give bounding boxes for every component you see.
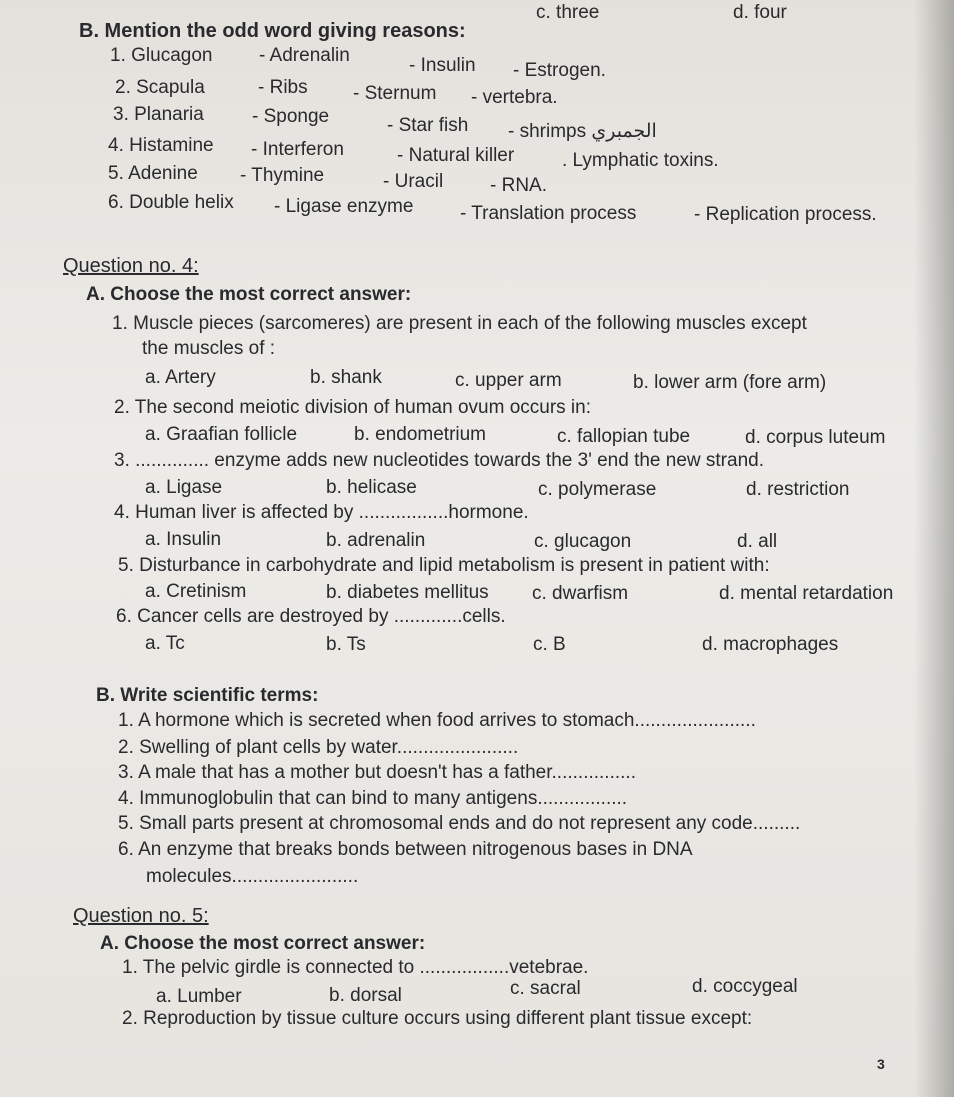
page-edge-shadow xyxy=(914,0,954,1097)
q4-mcq-1-option-a: a. Artery xyxy=(145,367,216,388)
odd-word-5-d: - RNA. xyxy=(490,175,547,196)
q5-section-a-heading: A. Choose the most correct answer: xyxy=(100,933,426,954)
odd-word-6-c: - Translation process xyxy=(460,203,637,224)
odd-word-5-c: - Uracil xyxy=(383,171,444,192)
odd-word-3-d: - shrimps الجمبري xyxy=(508,121,657,142)
q4-mcq-1-option-d: b. lower arm (fore arm) xyxy=(633,372,827,393)
odd-word-4-c: - Natural killer xyxy=(397,145,515,166)
q4-mcq-5-option-b: b. diabetes mellitus xyxy=(326,582,489,603)
q5-mcq-1-option-c: c. sacral xyxy=(510,978,581,999)
q5-mcq-1-stem: 1. The pelvic girdle is connected to .................vetebrae. xyxy=(122,957,589,978)
q4-mcq-6-option-b: b. Ts xyxy=(326,634,366,655)
q4-mcq-2-option-d: d. corpus luteum xyxy=(745,427,886,448)
q4-mcq-6-option-d: d. macrophages xyxy=(702,634,839,655)
q4-mcq-1-stem-line2: the muscles of : xyxy=(142,338,276,359)
odd-word-3-a: 3. Planaria xyxy=(113,104,204,125)
scientific-term-5: 5. Small parts present at chromosomal ends and do not represent any code......... xyxy=(118,813,801,834)
q4-mcq-1-option-b: b. shank xyxy=(310,367,382,388)
odd-word-2-d: - vertebra. xyxy=(471,87,558,108)
q4-mcq-4-option-d: d. all xyxy=(737,531,778,552)
q4-mcq-2-option-a: a. Graafian follicle xyxy=(145,424,298,445)
scientific-term-6-cont: molecules........................ xyxy=(146,866,359,887)
odd-word-1-b: - Adrenalin xyxy=(259,45,350,66)
top-option-c: c. three xyxy=(536,2,600,23)
odd-word-4-d: . Lymphatic toxins. xyxy=(562,150,719,171)
odd-word-1-d: - Estrogen. xyxy=(513,60,606,81)
q4-mcq-3-option-d: d. restriction xyxy=(746,479,850,500)
odd-word-2-c: - Sternum xyxy=(353,83,437,104)
odd-word-2-b: - Ribs xyxy=(258,77,308,98)
odd-word-1-c: - Insulin xyxy=(409,55,476,76)
odd-word-6-b: - Ligase enzyme xyxy=(274,196,414,217)
odd-word-5-b: - Thymine xyxy=(240,165,325,186)
q4-section-b-heading: B. Write scientific terms: xyxy=(96,685,319,706)
odd-word-heading: B. Mention the odd word giving reasons: xyxy=(79,20,466,42)
q5-mcq-1-option-a: a. Lumber xyxy=(156,986,242,1007)
scientific-term-3: 3. A male that has a mother but doesn't has a father................ xyxy=(118,762,636,783)
odd-word-6-d: - Replication process. xyxy=(694,204,877,225)
q4-mcq-2-option-b: b. endometrium xyxy=(354,424,487,445)
q4-mcq-6-stem: 6. Cancer cells are destroyed by .............cells. xyxy=(116,606,506,627)
q4-mcq-5-option-c: c. dwarfism xyxy=(532,583,629,604)
q4-mcq-6-option-c: c. B xyxy=(533,634,566,655)
page-number: 3 xyxy=(877,1056,885,1072)
q4-mcq-4-option-b: b. adrenalin xyxy=(326,530,426,551)
q4-mcq-2-stem: 2. The second meiotic division of human ovum occurs in: xyxy=(114,397,591,418)
odd-word-4-b: - Interferon xyxy=(251,139,344,160)
top-option-d: d. four xyxy=(733,2,787,23)
odd-word-4-a: 4. Histamine xyxy=(108,135,214,156)
q4-section-a-heading: A. Choose the most correct answer: xyxy=(86,284,412,305)
q4-mcq-5-stem: 5. Disturbance in carbohydrate and lipid metabolism is present in patient with: xyxy=(118,555,770,576)
odd-word-6-a: 6. Double helix xyxy=(108,192,234,213)
q4-mcq-1-stem-line1: 1. Muscle pieces (sarcomeres) are present in each of the following muscles except xyxy=(112,313,807,334)
odd-word-5-a: 5. Adenine xyxy=(108,163,198,184)
q4-mcq-5-option-d: d. mental retardation xyxy=(719,583,894,604)
q4-mcq-3-option-a: a. Ligase xyxy=(145,477,223,498)
q4-mcq-4-option-c: c. glucagon xyxy=(534,531,632,552)
q5-mcq-1-option-b: b. dorsal xyxy=(329,985,402,1006)
odd-word-1-a: 1. Glucagon xyxy=(110,45,213,66)
scientific-term-4: 4. Immunoglobulin that can bind to many antigens................. xyxy=(118,788,628,809)
q5-mcq-2-stem: 2. Reproduction by tissue culture occurs using different plant tissue except: xyxy=(122,1008,753,1029)
scientific-term-1: 1. A hormone which is secreted when food arrives to stomach....................... xyxy=(118,710,756,731)
scientific-term-6: 6. An enzyme that breaks bonds between nitrogenous bases in DNA xyxy=(118,839,693,860)
q4-mcq-4-option-a: a. Insulin xyxy=(145,529,222,550)
q4-title: Question no. 4: xyxy=(63,255,199,277)
odd-word-3-b: - Sponge xyxy=(252,106,330,127)
q4-mcq-5-option-a: a. Cretinism xyxy=(145,581,247,602)
q4-mcq-1-option-c: c. upper arm xyxy=(455,370,562,391)
odd-word-2-a: 2. Scapula xyxy=(115,77,205,98)
q4-mcq-4-stem: 4. Human liver is affected by .................hormone. xyxy=(114,502,529,523)
odd-word-3-c: - Star fish xyxy=(387,115,469,136)
q5-mcq-1-option-d: d. coccygeal xyxy=(692,976,798,997)
q4-mcq-3-stem: 3. .............. enzyme adds new nucleotides towards the 3' end the new strand. xyxy=(114,450,764,471)
q4-mcq-6-option-a: a. Tc xyxy=(145,633,185,654)
q4-mcq-3-option-b: b. helicase xyxy=(326,477,417,498)
q4-mcq-2-option-c: c. fallopian tube xyxy=(557,426,691,447)
q4-mcq-3-option-c: c. polymerase xyxy=(538,479,657,500)
q5-title: Question no. 5: xyxy=(73,905,209,927)
scientific-term-2: 2. Swelling of plant cells by water....................... xyxy=(118,737,519,758)
